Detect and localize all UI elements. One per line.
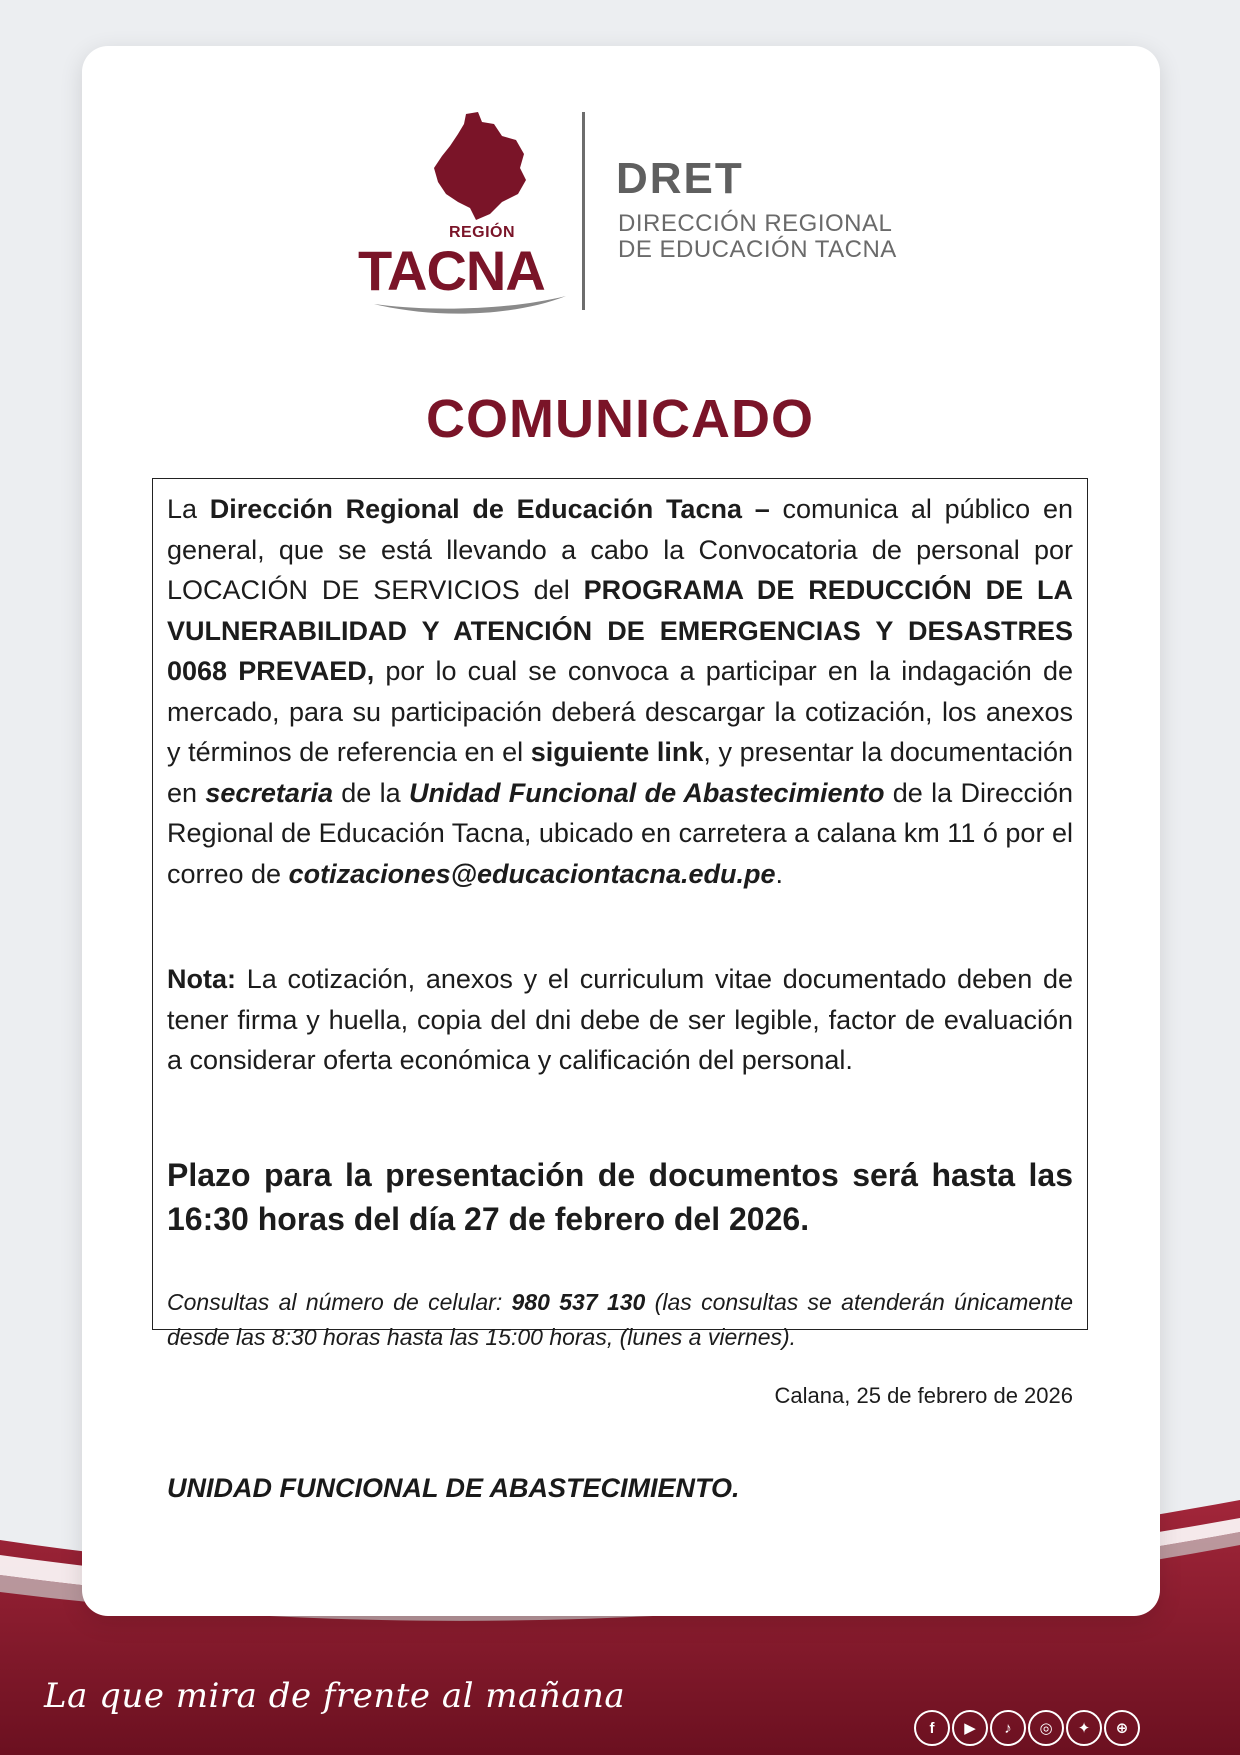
youtube-icon[interactable]: ▶ — [952, 1710, 988, 1746]
office-name: secretaria — [205, 777, 333, 808]
instagram-icon[interactable]: ◎ — [1028, 1710, 1064, 1746]
twitter-icon[interactable]: ✦ — [1066, 1710, 1102, 1746]
footer-slogan: La que mira de frente al mañana — [44, 1676, 626, 1716]
logo-divider — [582, 112, 585, 310]
body-text: , y presentar la documentación en — [167, 737, 1073, 808]
signature-unit: UNIDAD FUNCIONAL DE ABASTECIMIENTO. — [167, 1473, 740, 1503]
dret-logo — [356, 110, 916, 320]
program-name: PROGRAMA DE REDUCCIÓN DE LA VULNERABILIDAD Y ATENCIÓN DE EMERGENCIAS Y DESASTRES 0068 PREVAED, — [167, 575, 1074, 686]
tacna-map-icon — [406, 110, 586, 230]
contact-text: (las consultas se atenderán únicamente desde las 8:30 horas hasta las 15:00 horas, (lunes a viernes). — [167, 1289, 1074, 1350]
note-text: La cotización, anexos y el curriculum vitae documentado deben de tener firma y huella, copia del dni debe de ser legible, factor de evaluación a considerar oferta económica y calificación del personal. — [167, 964, 1073, 1075]
org-name-line1: DIRECCIÓN REGIONAL — [618, 210, 893, 237]
region-label: REGIÓN — [448, 224, 516, 241]
org-acronym: DRET — [616, 154, 744, 203]
body-text: por lo cual se convoca a participar en la indagación de mercado, para su participación deberá descargar la cotización, los anexos y términos de referencia en el — [167, 656, 1073, 767]
social-icons — [914, 1710, 1140, 1746]
phone-number: 980 537 130 — [511, 1289, 646, 1315]
notice-box — [152, 478, 1088, 1503]
org-name-line2: DE EDUCACIÓN TACNA — [618, 236, 897, 263]
body-text: . — [775, 858, 784, 889]
logo-swoosh — [370, 290, 570, 320]
unit-name: Unidad Funcional de Abastecimiento — [408, 777, 885, 808]
page-title: COMUNICADO — [426, 389, 814, 449]
body-text: comunica al público en general, que se está llevando a cabo la Convocatoria de personal por LOCACIÓN DE SERVICIOS del — [167, 494, 1073, 605]
intro-text: La — [167, 494, 210, 524]
contact-email[interactable]: cotizaciones@educaciontacna.edu.pe — [288, 858, 776, 889]
announcement-paragraph — [167, 489, 1073, 894]
facebook-icon[interactable]: f — [914, 1710, 950, 1746]
deadline-paragraph: Plazo para la presentación de documentos será hasta las 16:30 horas del día 27 de febrero del 2026. — [167, 1157, 1073, 1237]
body-text: de la Dirección Regional de Educación Tacna, ubicado en carretera a calana km 11 ó por el correo de — [167, 777, 1073, 889]
download-link[interactable]: siguiente link — [530, 737, 704, 767]
contact-paragraph — [167, 1285, 1073, 1355]
web-icon[interactable]: ⊕ — [1104, 1710, 1140, 1746]
region-name: TACNA — [358, 239, 545, 302]
issue-date: Calana, 25 de febrero de 2026 — [774, 1383, 1073, 1408]
contact-text: Consultas al número de celular: — [167, 1289, 512, 1315]
note-paragraph — [167, 959, 1073, 1081]
note-label: Nota: — [167, 964, 236, 994]
tiktok-icon[interactable]: ♪ — [990, 1710, 1026, 1746]
organization-name: Dirección Regional de Educación Tacna – — [209, 494, 770, 524]
body-text: de la — [332, 777, 409, 808]
